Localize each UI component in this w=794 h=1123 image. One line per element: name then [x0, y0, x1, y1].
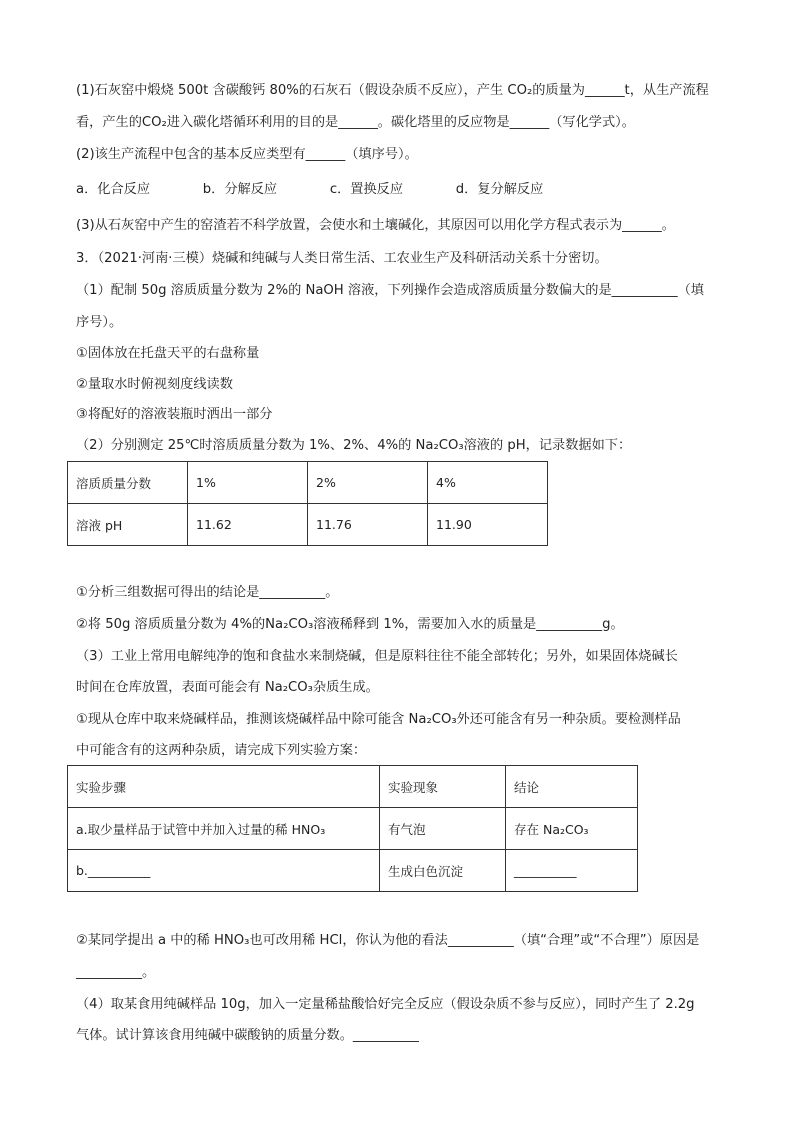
options-line: a．化合反应 b．分解反应 c．置换反应 d．复分解反应 — [76, 182, 544, 197]
table-row — [68, 850, 638, 892]
table-cell: 溶质质量分数 — [68, 462, 188, 504]
table-header-row — [68, 766, 638, 808]
text-line: 序号）。 — [76, 315, 123, 330]
table-cell: a.取少量样品于试管中并加入过量的稀 HNO₃ — [68, 808, 380, 850]
text-line: 气体。试计算该食用纯碱中碳酸钠的质量分数。__________ — [76, 1028, 419, 1043]
text-line: （1）配制 50g 溶质质量分数为 2%的 NaOH 溶液，下列操作会造成溶质质量分数偏大的是__________（填 — [76, 283, 704, 298]
question-3-title: 3．（2021·河南·三模）烧碱和纯碱与人类日常生活、工农业生产及科研活动关系十分密切。 — [76, 251, 608, 266]
table-cell: 有气泡 — [380, 808, 506, 850]
text-line: ②量取水时俯视刻度线读数 — [76, 377, 233, 392]
table-row — [68, 462, 548, 504]
text-line: ①固体放在托盘天平的右盘称量 — [76, 346, 260, 361]
text-line: 中可能含有的这两种杂质，请完成下列实验方案： — [76, 743, 367, 758]
text-line: ③将配好的溶液装瓶时洒出一部分 — [76, 407, 273, 422]
text-line: ①现从仓库中取来烧碱样品，推测该烧碱样品中除可能含 Na₂CO₃外还可能含有另一种杂质。要检测样品 — [76, 712, 681, 727]
table-cell: b.__________ — [68, 850, 380, 892]
table-row — [68, 504, 548, 546]
text-line: ②将 50g 溶质质量分数为 4%的Na₂CO₃溶液稀释到 1%，需要加入水的质量是__________g。 — [76, 617, 624, 632]
text-line: 看，产生的CO₂进入碳化塔循环利用的目的是______。碳化塔里的反应物是______（写化学式）。 — [76, 115, 635, 130]
text-line: ①分析三组数据可得出的结论是__________。 — [76, 585, 339, 600]
table-cell: 11.76 — [308, 504, 428, 546]
text-line: （4）取某食用纯碱样品 10g，加入一定量稀盐酸恰好完全反应（假设杂质不参与反应），同时产生了 2.2g — [76, 997, 695, 1012]
text-line: (2)该生产流程中包含的基本反应类型有______（填序号）。 — [76, 147, 418, 162]
table-cell: 生成白色沉淀 — [380, 850, 506, 892]
table-cell: __________ — [506, 850, 638, 892]
text-line: （3）工业上常用电解纯净的饱和食盐水来制烧碱，但是原料往往不能全部转化；另外，如果固体烧碱长 — [76, 649, 678, 664]
experiment-table — [67, 765, 638, 892]
table-header-cell: 实验步骤 — [68, 766, 380, 808]
table-cell: 2% — [308, 462, 428, 504]
table-cell: 1% — [188, 462, 308, 504]
table-header-cell: 结论 — [506, 766, 638, 808]
ph-data-table — [67, 461, 548, 546]
text-line: (3)从石灰窑中产生的窑渣若不科学放置，会使水和土壤碱化，其原因可以用化学方程式表示为______。 — [76, 218, 675, 233]
table-cell: 11.90 — [428, 504, 548, 546]
table-header-cell: 实验现象 — [380, 766, 506, 808]
table-cell: 11.62 — [188, 504, 308, 546]
table-cell: 存在 Na₂CO₃ — [506, 808, 638, 850]
text-line: (1)石灰窑中煅烧 500t 含碳酸钙 80%的石灰石（假设杂质不反应），产生 CO₂的质量为______t，从生产流程 — [76, 83, 709, 98]
table-cell: 溶液 pH — [68, 504, 188, 546]
table-cell: 4% — [428, 462, 548, 504]
text-line: （2）分别测定 25℃时溶质质量分数为 1%、2%、4%的 Na₂CO₃溶液的 pH，记录数据如下： — [76, 438, 632, 453]
text-line: 时间在仓库放置，表面可能会有 Na₂CO₃杂质生成。 — [76, 680, 379, 695]
table-row — [68, 808, 638, 850]
text-line: ②某同学提出 a 中的稀 HNO₃也可改用稀 HCl，你认为他的看法__________（填“合理”或“不合理”）原因是 — [76, 933, 700, 948]
text-line: __________。 — [76, 965, 156, 980]
